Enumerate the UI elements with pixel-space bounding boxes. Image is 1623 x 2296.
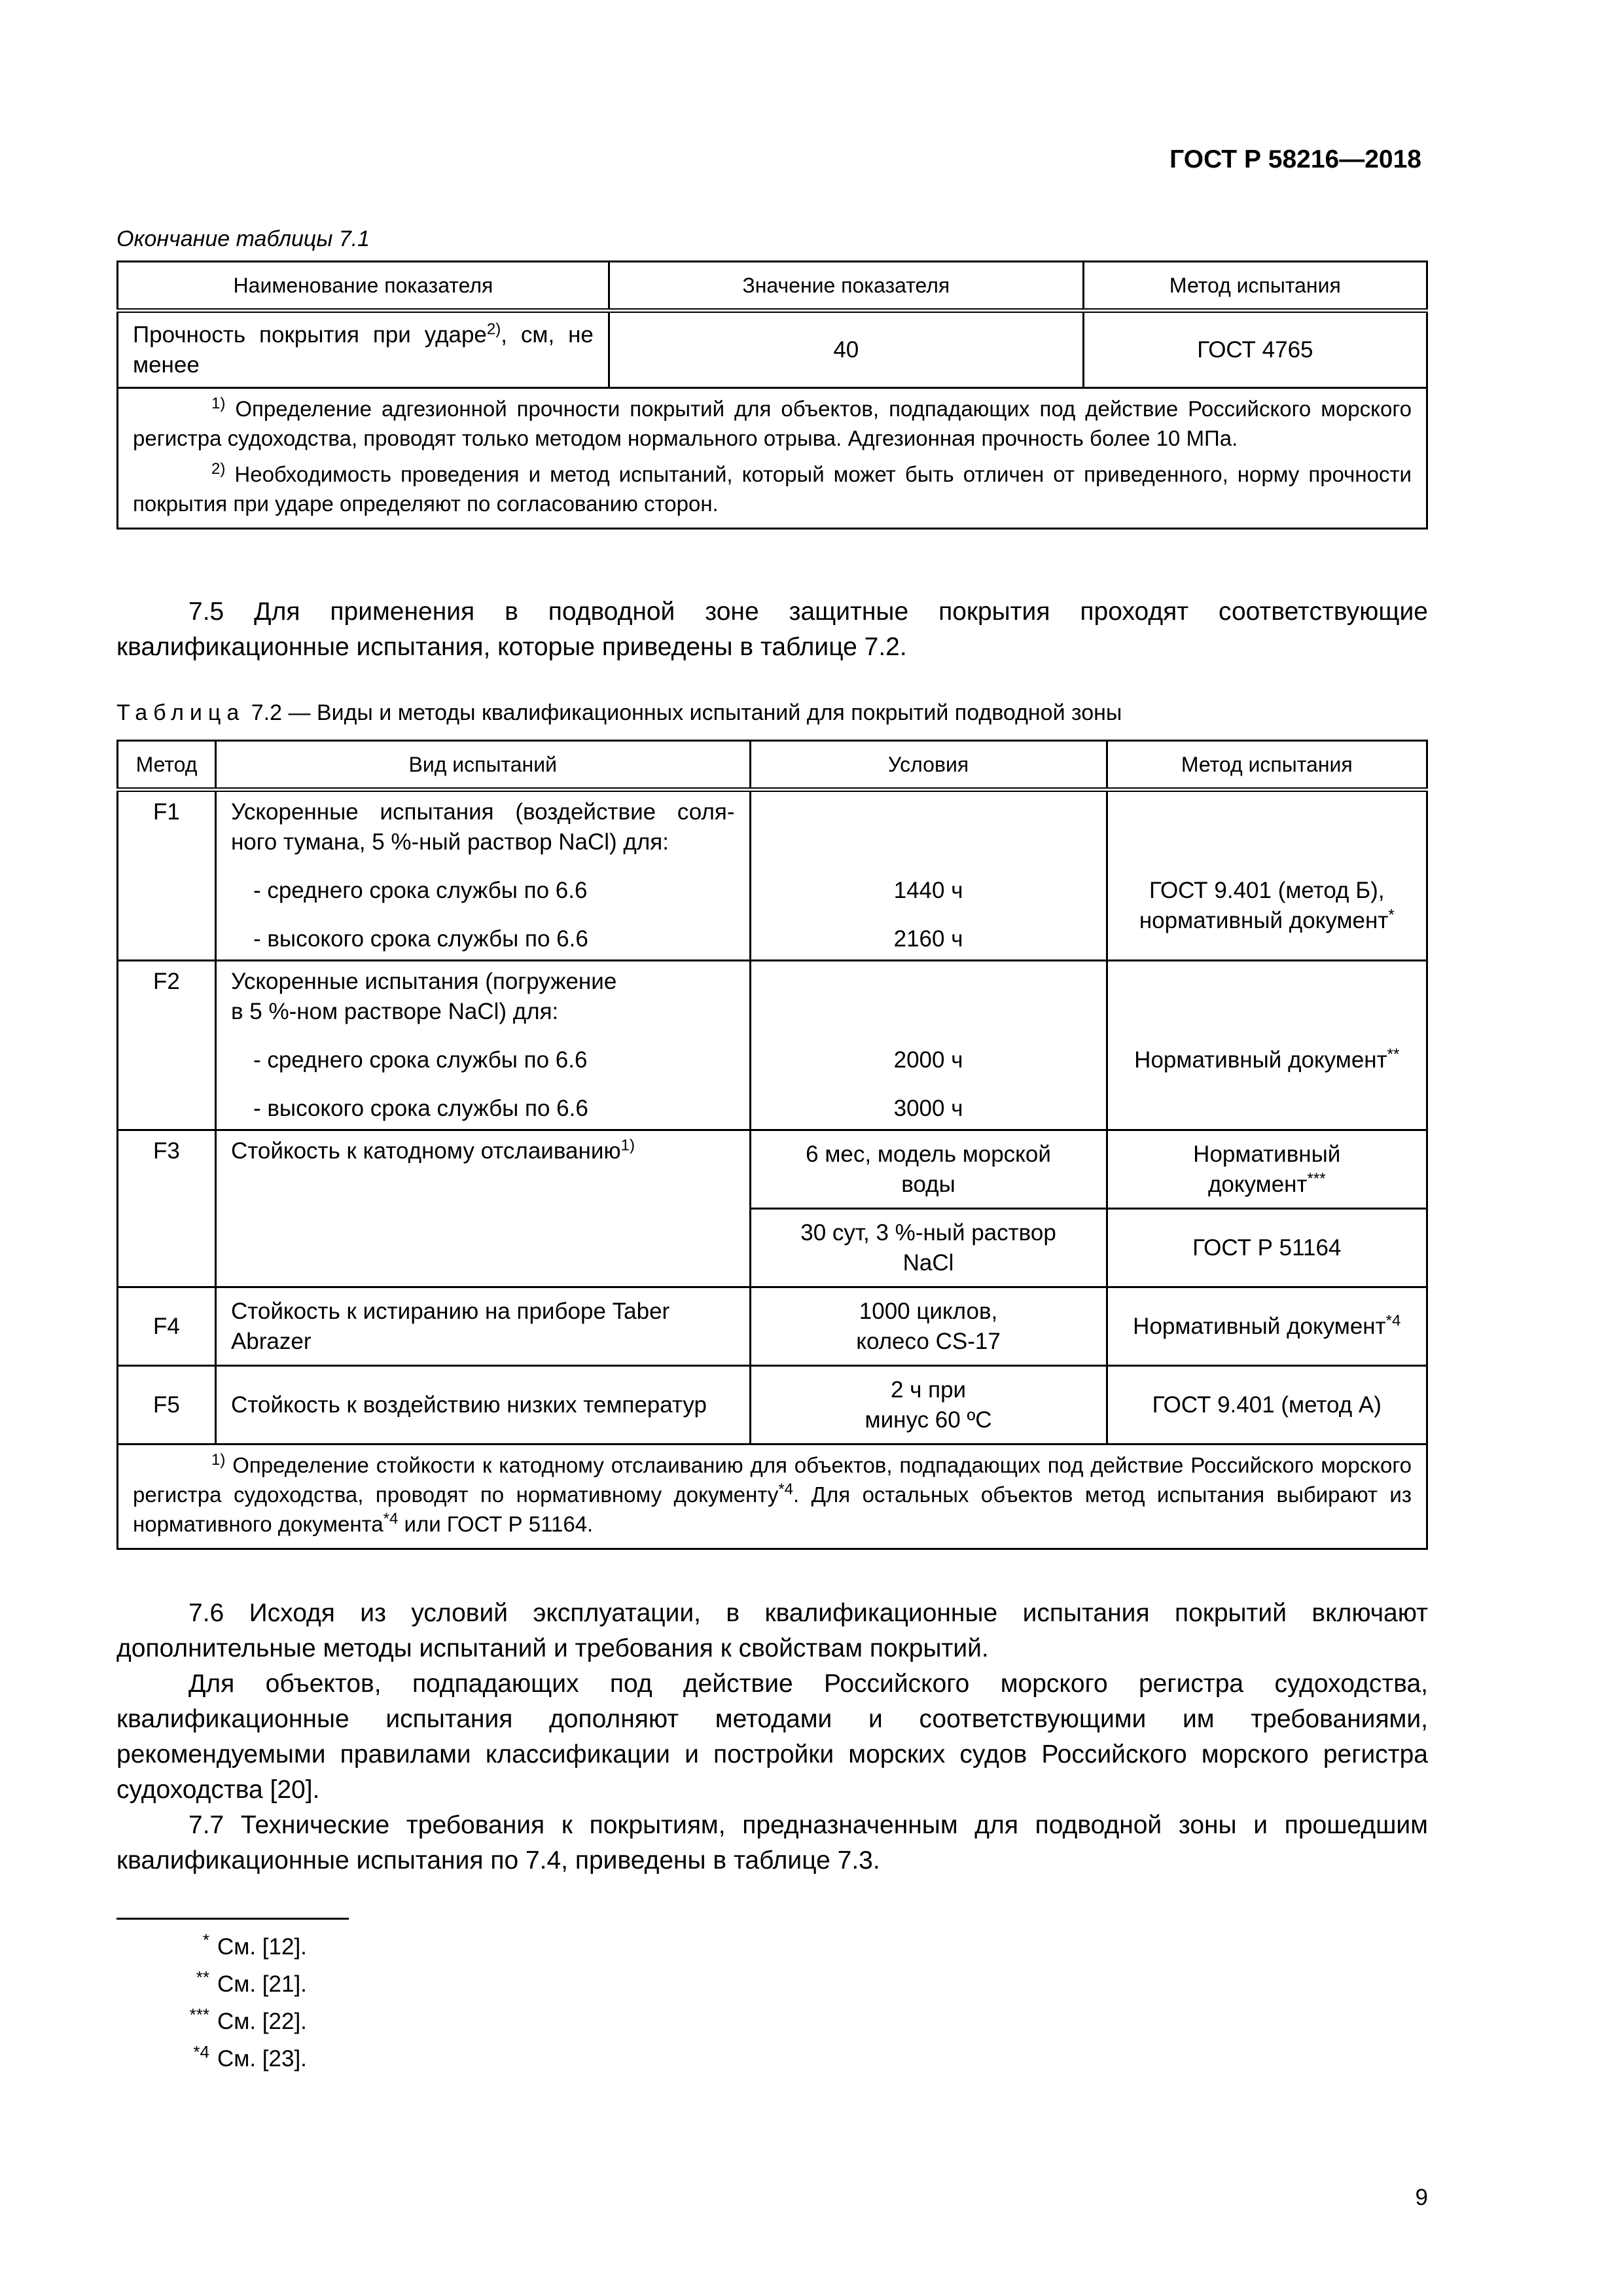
test-type-cell: Стойкость к истиранию на приборе Taber Abrazer [215, 1287, 750, 1366]
conditions-cell: 2000 ч 3000 ч [750, 961, 1107, 1130]
conditions-cell: 6 мес, модель морской воды [750, 1130, 1107, 1209]
table-row [118, 1130, 1427, 1209]
page-number: 9 [1415, 2185, 1428, 2210]
table-7-1 [116, 260, 1428, 529]
paragraphs-7-6-7-7 [116, 1596, 1428, 1878]
column-header: Метод испытания [1083, 262, 1427, 311]
test-type-cell: Стойкость к воздействию низких температур [215, 1366, 750, 1444]
method-code: F1 [118, 790, 216, 961]
column-header: Вид испытаний [215, 741, 750, 790]
table-row [118, 1366, 1427, 1444]
footnote: * См. [12]. [202, 1930, 307, 1960]
table-note: $^{1)}$ Определение стойкости к катодному отслаиванию для объектов, подпадающих под действие Российского морского регистра судоходства, проводят по нормативному документу$^{*4}$. Для остальных объектов метод испытания выбирают из нормативного документа$^{*4}$ или ГОСТ Р 51164. [118, 1444, 1427, 1549]
table-7-2-caption: Таблица 7.2 — Виды и методы квалификационных испытаний для покрытий подводной зоны [116, 700, 1122, 725]
paragraph-7-6-cont: Для объектов, подпадающих под действие Российского морского регистра судоходства, квалификационные испытания дополняют методами и соответствующими им требованиями, рекомендуемыми правилами классификации и постройки морских судов Российского морского регистра судоходства [20]. [116, 1670, 1428, 1804]
paragraph-7-5: 7.5 Для применения в подводной зоне защитные покрытия проходят соответствующие квалификационные испытания, которые приведены в таблице 7.2. [116, 598, 1428, 661]
footnote-separator [116, 1918, 349, 1920]
footnote: *** См. [22]. [189, 2005, 307, 2034]
test-type-cell: Стойкость к катодному отслаиванию$^{1)}$ [215, 1130, 750, 1287]
table-notes [118, 388, 1427, 529]
test-method-cell: Нормативный документ** [1107, 961, 1427, 1130]
column-header: Метод [118, 741, 216, 790]
test-method-cell: Нормативный документ*** [1107, 1130, 1427, 1209]
method-code: F2 [118, 961, 216, 1130]
paragraph-7-6: 7.6 Исходя из условий эксплуатации, в квалификационные испытания покрытий включают дополнительные методы испытаний и требования к свойствам покрытий. [116, 1599, 1428, 1662]
method-code: F3 [118, 1130, 216, 1287]
indicator-value-cell: 40 [609, 311, 1083, 388]
test-type-cell: Ускоренные испытания (воздействие соля- ного тумана, 5 %-ный раствор NaCl) для: - среднего срока службы по 6.6 - высокого срока службы по 6.6 [215, 790, 750, 961]
table-header-row [118, 262, 1427, 311]
column-header: Условия [750, 741, 1107, 790]
test-method-cell: ГОСТ 9.401 (метод А) [1107, 1366, 1427, 1444]
table-header-row [118, 741, 1427, 790]
column-header: Значение показателя [609, 262, 1083, 311]
test-method-cell: ГОСТ 4765 [1083, 311, 1427, 388]
table-note: $^{1)}$ Определение адгезионной прочности покрытий для объектов, подпадающих под действие Российского морского регистра судоходства, проводят только методом нормального отрыва. Адгезионная прочность более 10 МПа. [133, 395, 1412, 450]
conditions-cell: 30 сут, 3 %-ный раствор NaCl [750, 1209, 1107, 1287]
table-row [118, 1287, 1427, 1366]
conditions-cell: 1000 циклов, колесо CS-17 [750, 1287, 1107, 1366]
conditions-cell: 1440 ч 2160 ч [750, 790, 1107, 961]
table-row [118, 790, 1427, 961]
table-row [118, 311, 1427, 388]
document-id-header: ГОСТ Р 58216—2018 [1169, 145, 1421, 173]
test-method-cell: ГОСТ Р 51164 [1107, 1209, 1427, 1287]
method-code: F5 [118, 1366, 216, 1444]
table-7-2 [116, 740, 1428, 1550]
indicator-name-cell: Прочность покрытия при ударе$^{2)}$, см, не менее [118, 311, 609, 388]
conditions-cell: 2 ч при минус 60 ºC [750, 1366, 1107, 1444]
test-method-cell: Нормативный документ$^{*4}$ [1107, 1287, 1427, 1366]
table-notes-row [118, 388, 1427, 529]
table-row [118, 961, 1427, 1130]
column-header: Наименование показателя [118, 262, 609, 311]
test-type-cell: Ускоренные испытания (погружение в 5 %-ном растворе NaCl) для: - среднего срока службы по 6.6 - высокого срока службы по 6.6 [215, 961, 750, 1130]
method-code: F4 [118, 1287, 216, 1366]
paragraph-7-7: 7.7 Технические требования к покрытиям, предназначенным для подводной зоны и прошедшим квалификационные испытания по 7.4, приведены в таблице 7.3. [116, 1811, 1428, 1874]
table-7-1-caption: Окончание таблицы 7.1 [116, 226, 370, 251]
column-header: Метод испытания [1107, 741, 1427, 790]
table-note: $^{2)}$ Необходимость проведения и метод испытаний, который может быть отличен от приведенного, норму прочности покрытия при ударе определяют по согласованию сторон. [133, 460, 1412, 516]
test-method-cell: ГОСТ 9.401 (метод Б), нормативный документ* [1107, 790, 1427, 961]
table-notes-row [118, 1444, 1427, 1549]
footnote: *4 См. [23]. [193, 2042, 307, 2072]
footnote: ** См. [21]. [196, 1967, 307, 1997]
